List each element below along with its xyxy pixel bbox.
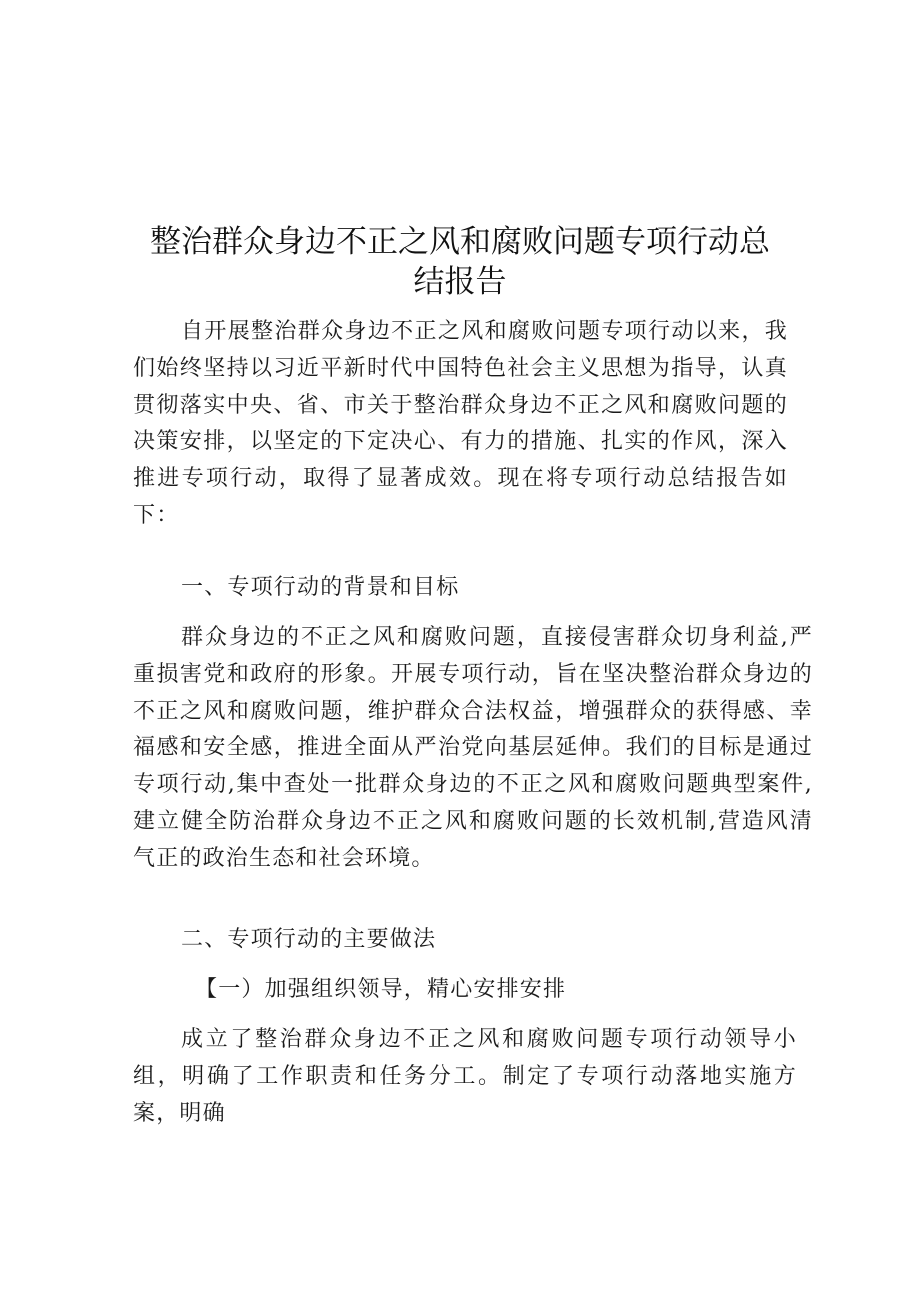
subsection-1-heading: 【一）加强组织领导，精心安排安排 (195, 977, 567, 1002)
section-1-paragraph: 群众身边的不正之风和腐败问题，直接侵害群众切身利益,严重损害党和政府的形象。开展专项行动，旨在坚决整治群众身边的不正之风和腐败问题，维护群众合法权益，增强群众的获得感、幸福感和安全感，推进全面从严治党向基层延伸。我们的目标是通过专项行动,集中查处一批群众身边的不正之风和腐败问题典型案件,建立健全防治群众身边不正之风和腐败问题的长效机制,营造风清气正的政治生态和社会环境。 (133, 625, 813, 871)
subsection-1-paragraph: 成立了整治群众身边不正之风和腐败问题专项行动领导小组，明确了工作职责和任务分工。制定了专项行动落地实施方案，明确 (133, 1027, 797, 1126)
section-1-heading: 一、专项行动的背景和目标 (181, 575, 460, 600)
document-title-line-2: 结报告 (413, 264, 507, 300)
document-title-line-1: 整治群众身边不正之风和腐败问题专项行动总 (150, 224, 770, 260)
intro-paragraph: 自开展整治群众身边不正之风和腐败问题专项行动以来，我们始终坚持以习近平新时代中国特色社会主义思想为指导，认真贯彻落实中央、省、市关于整治群众身边不正之风和腐败问题的决策安排，以坚定的下定决心、有力的措施、扎实的作风，深入推进专项行动，取得了显著成效。现在将专项行动总结报告如下： (133, 319, 788, 528)
section-2-heading: 二、专项行动的主要做法 (181, 927, 437, 952)
